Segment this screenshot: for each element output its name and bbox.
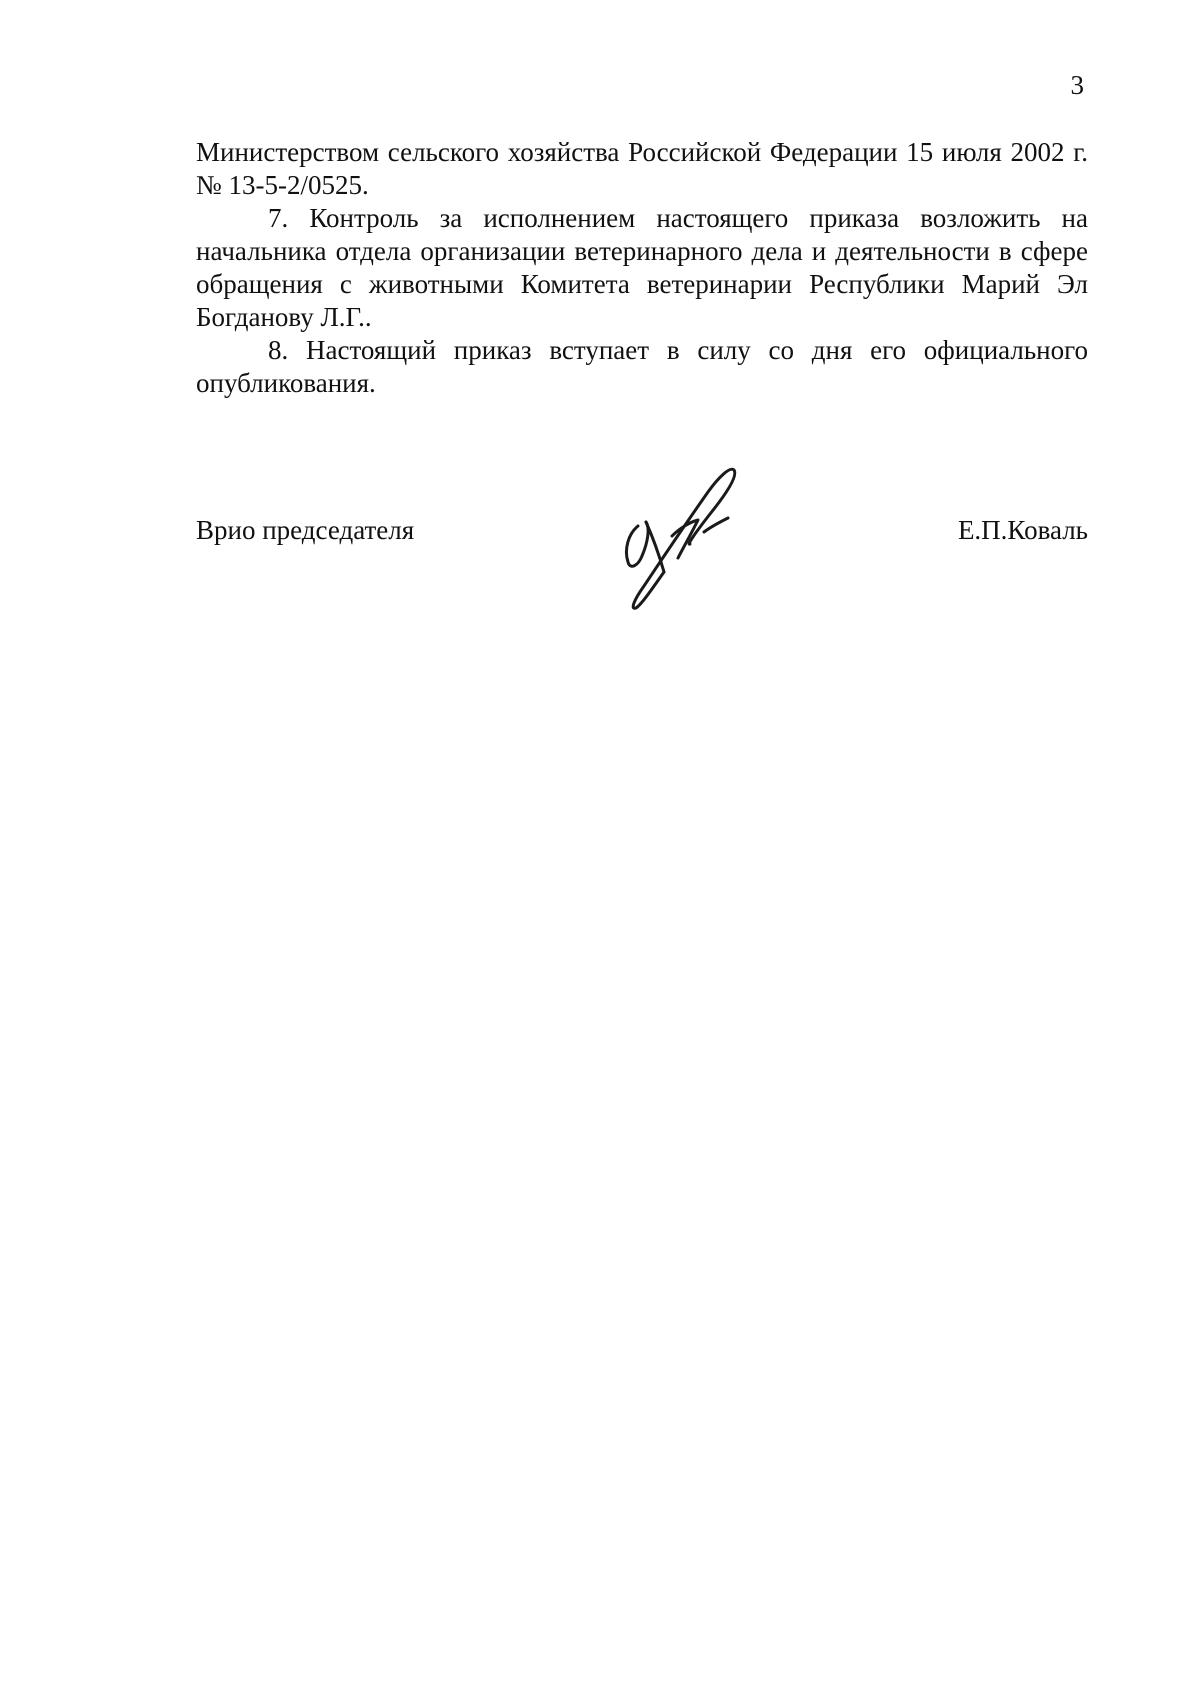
signer-title: Врио председателя [196, 515, 415, 545]
page-number: 3 [1070, 70, 1084, 100]
paragraph-8: 8. Настоящий приказ вступает в силу со дня его официального опубликования. [196, 335, 1088, 398]
document-body [196, 136, 1088, 400]
paragraph-7: 7. Контроль за исполнением настоящего приказа возложить на начальника отдела организации ветеринарного дела и деятельности в сфере обращения с животными Комитета ветеринарии Республики Марий Эл Богданову Л.Г.. [196, 203, 1088, 332]
paragraph-continuation: Министерством сельского хозяйства Российской Федерации 15 июля 2002 г. № 13-5-2/0525. [196, 137, 1088, 200]
handwritten-signature-icon [620, 462, 750, 612]
signer-name: Е.П.Коваль [957, 515, 1088, 545]
